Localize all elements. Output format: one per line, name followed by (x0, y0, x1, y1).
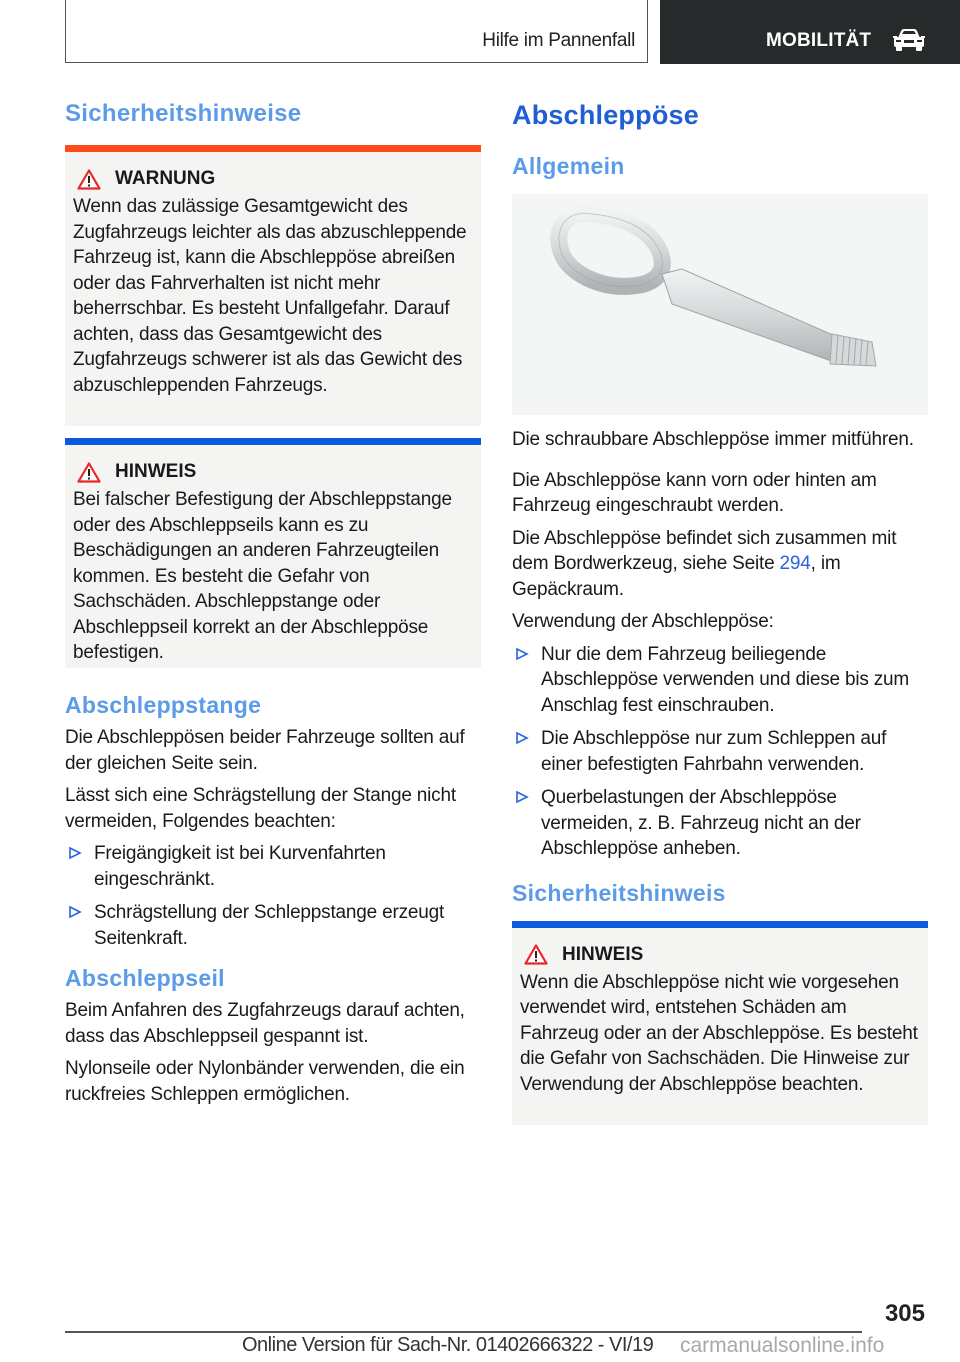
breadcrumb[interactable]: Hilfe im Pannenfall (482, 30, 635, 51)
warning-triangle-icon (77, 462, 101, 483)
list-item: Die Abschleppöse nur zum Schleppen auf einer befestigten Fahrbahn verwenden. (512, 726, 928, 777)
list-item: Freigängigkeit ist bei Kurvenfahrten eingeschränkt. (65, 841, 481, 892)
list-item: Querbelastungen der Abschleppöse vermeiden, z. B. Fahrzeug nicht an der Abschleppöse anheben. (512, 785, 928, 862)
heading-tow-bar: Abschleppstange (65, 692, 262, 718)
heading-tow-eye: Abschleppöse (512, 100, 699, 130)
heading-safety-note: Sicherheitshinweis (512, 879, 726, 906)
tow-rope-p2: Nylonseile oder Nylonbänder verwenden, die ein ruckfreies Schleppen ermöglichen. (65, 1058, 465, 1105)
footer-divider (65, 1331, 862, 1333)
warning-title: WARNUNG (115, 168, 216, 189)
tow-bar-list (65, 841, 481, 951)
bullet-triangle-icon (68, 846, 82, 860)
section-title: MOBILITÄT (766, 30, 872, 51)
safety-notice-box (512, 921, 928, 1125)
tow-eye-usage-list (512, 642, 928, 862)
warning-bar (65, 145, 481, 152)
notice-bar (512, 921, 928, 928)
page-link-294[interactable]: 294 (779, 553, 811, 574)
tow-rope-p1: Beim Anfahren des Zugfahrzeugs darauf achten, dass das Abschleppseil gespannt ist. (65, 1000, 465, 1047)
notice-box (65, 438, 481, 668)
left-column (65, 100, 481, 1107)
heading-tow-rope: Abschleppseil (65, 965, 225, 991)
heading-safety-notes: Sicherheitshinweise (65, 100, 302, 127)
list-item: Nur die dem Fahrzeug beiliegende Abschleppöse verwenden und diese bis zum Anschlag fest einschrauben. (512, 642, 928, 719)
notice-bar (65, 438, 481, 445)
bullet-triangle-icon (515, 790, 529, 804)
watermark: carmanualsonline.info (680, 1334, 885, 1357)
safety-notice-text: Wenn die Abschleppöse nicht wie vorgesehen verwendet wird, entstehen Schäden am Fahrzeug oder an der Abschleppöse. Es besteht die Gefahr von Sachschäden. Die Hinweise zur Verwendung der Abschleppöse beachten. (520, 971, 918, 1095)
section-tab[interactable] (660, 0, 960, 64)
warning-triangle-icon (77, 169, 101, 190)
list-item: Schrägstellung der Schleppstange erzeugt Seitenkraft. (65, 900, 481, 951)
tow-eye-illustration (512, 194, 928, 415)
tow-bar-p1: Die Abschleppösen beider Fahrzeuge sollten auf der gleichen Seite sein. (65, 727, 465, 774)
notice-text: Bei falscher Befestigung der Abschleppstange oder des Abschleppseils kann es zu Beschädigungen an anderen Fahrzeugteilen kommen. Es besteht die Gefahr von Sachschäden. Abschleppstange oder Abschleppseil korrekt an der Abschleppöse befestigen. (73, 489, 452, 663)
car-icon (892, 28, 926, 52)
heading-general: Allgemein (512, 153, 625, 179)
bullet-triangle-icon (515, 647, 529, 661)
tow-eye-p1: Die schraubbare Abschleppöse immer mitführen. (512, 429, 914, 450)
warning-triangle-icon (524, 944, 548, 965)
right-column (512, 100, 928, 1125)
tow-bar-p2: Lässt sich eine Schrägstellung der Stange nicht vermeiden, Folgendes beachten: (65, 785, 456, 832)
warning-box (65, 145, 481, 426)
warning-text: Wenn das zulässige Gesamtgewicht des Zugfahrzeugs leichter als das abzuschleppende Fahrzeug ist, kann die Abschleppöse abreißen oder das Fahrverhalten ist nicht mehr beherrschbar. Es besteht Unfallgefahr. Darauf achten, dass das Gesamtgewicht des Zugfahrzeugs schwerer ist als das Gewicht des abzuschleppenden Fahrzeugs. (73, 196, 467, 396)
footer-version-text: Online Version für Sach-Nr. 01402666322 - VI/19 (242, 1334, 654, 1356)
tow-eye-p2: Die Abschleppöse kann vorn oder hinten am Fahrzeug eingeschraubt werden. (512, 469, 877, 516)
safety-notice-title: HINWEIS (562, 943, 644, 965)
notice-title: HINWEIS (115, 461, 197, 482)
page-number: 305 (884, 1300, 925, 1327)
tow-eye-p4: Verwendung der Abschleppöse: (512, 611, 774, 632)
tow-eye-p3: Die Abschleppöse befindet sich zusammen mit dem Bordwerkzeug, siehe Seite 294, im Gepäckraum. (512, 527, 897, 600)
bullet-triangle-icon (515, 731, 529, 745)
header-breadcrumb-box (65, 0, 648, 63)
bullet-triangle-icon (68, 905, 82, 919)
